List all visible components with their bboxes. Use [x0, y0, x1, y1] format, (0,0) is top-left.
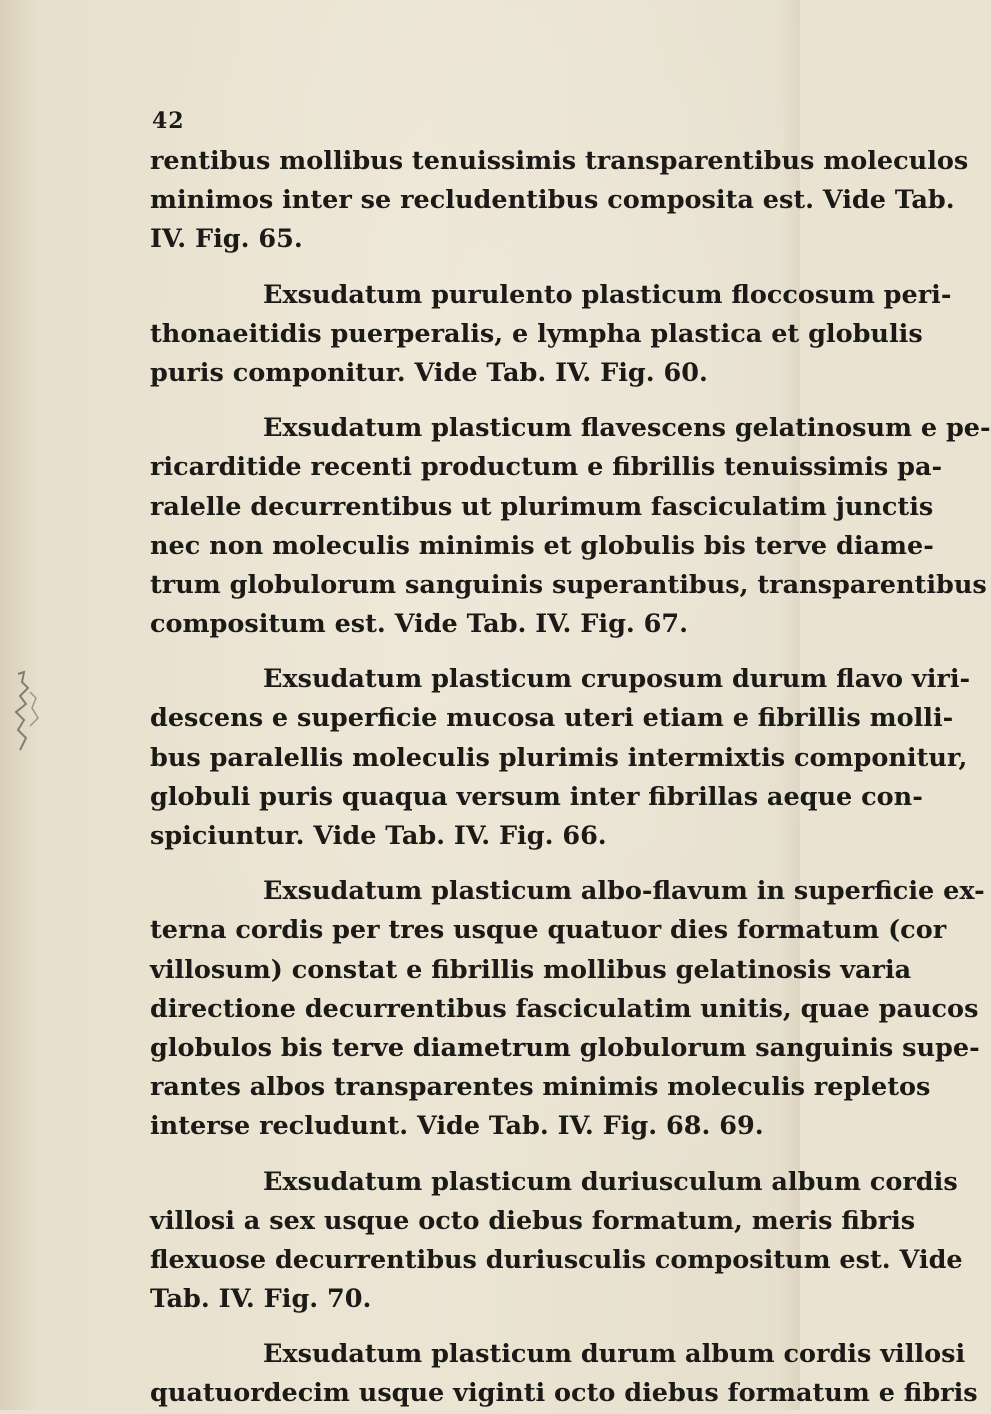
text-line: terna cordis per tres usque quatuor dies formatum (cor — [150, 915, 947, 946]
text-line: globulos bis terve diametrum globulorum sanguinis supe- — [150, 1032, 980, 1063]
paragraph-gap — [150, 856, 790, 872]
text-line: globuli puris quaqua versum inter fibrillas aeque con- — [150, 781, 923, 812]
body-text — [150, 142, 991, 1414]
paragraph — [150, 142, 969, 260]
text-line: rentibus mollibus tenuissimis transparentibus moleculos — [150, 146, 969, 176]
text-line: flexuose decurrentibus duriusculis compositum est. Vide — [150, 1244, 963, 1275]
text-line: rantes albos transparentes minimis moleculis repletos — [150, 1072, 931, 1103]
text-line: Tab. IV. Fig. 70. — [150, 1284, 372, 1315]
text-line: villosi a sex usque octo diebus formatum, meris fibris — [150, 1205, 916, 1236]
paragraph-gap — [150, 1319, 790, 1335]
text-line: Exsudatum plasticum albo-flavum in superficie ex- — [263, 876, 985, 907]
paragraph-gap — [150, 393, 790, 409]
text-line: compositum est. Vide Tab. IV. Fig. 67. — [150, 609, 689, 640]
paragraph — [150, 872, 985, 1146]
text-line: thonaeitidis puerperalis, e lympha plastica et globulis — [150, 318, 923, 349]
text-line: Exsudatum plasticum cruposum durum flavo viri- — [263, 664, 971, 695]
paragraph-gap — [150, 260, 790, 276]
paragraph — [150, 409, 991, 644]
text-line: IV. Fig. 65. — [150, 224, 303, 255]
text-line: villosum) constat e fibrillis mollibus gelatinosis varia — [150, 954, 912, 985]
text-line: Exsudatum plasticum durum album cordis villosi — [263, 1339, 966, 1370]
text-line: spiciuntur. Vide Tab. IV. Fig. 66. — [150, 821, 607, 851]
text-line: ricarditide recenti productum e fibrillis tenuissimis pa- — [150, 452, 943, 483]
paragraph — [150, 1335, 978, 1413]
text-line: interse recludunt. Vide Tab. IV. Fig. 68. 69. — [150, 1111, 764, 1142]
text-line: descens e superficie mucosa uteri etiam e fibrillis molli- — [150, 703, 954, 734]
paragraph — [150, 1163, 963, 1320]
text-line: puris componitur. Vide Tab. IV. Fig. 60. — [150, 357, 708, 388]
paragraph-gap — [150, 1147, 790, 1163]
page-number: 42 — [152, 108, 185, 134]
text-line: minimos inter se recludentibus composita est. Vide Tab. — [150, 185, 955, 216]
paragraph — [150, 276, 952, 394]
text-line: Exsudatum plasticum flavescens gelatinosum e pe- — [263, 413, 991, 444]
text-line: quatuordecim usque viginti octo diebus formatum e fibris — [150, 1378, 978, 1409]
text-line: nec non moleculis minimis et globulis bis terve diame- — [150, 530, 934, 561]
margin-stain-mark — [10, 668, 42, 756]
paragraph-gap — [150, 644, 790, 660]
text-line: trum globulorum sanguinis superantibus, transparentibus — [150, 569, 987, 600]
paragraph — [150, 660, 971, 856]
text-line: directione decurrentibus fasciculatim unitis, quae paucos — [150, 993, 979, 1024]
text-line: Exsudatum purulento plasticum floccosum peri- — [263, 279, 952, 310]
text-line: Exsudatum plasticum duriusculum album cordis — [263, 1166, 958, 1197]
text-line: ralelle decurrentibus ut plurimum fasciculatim junctis — [150, 491, 934, 522]
text-line: bus paralellis moleculis plurimis intermixtis componitur, — [150, 742, 968, 773]
